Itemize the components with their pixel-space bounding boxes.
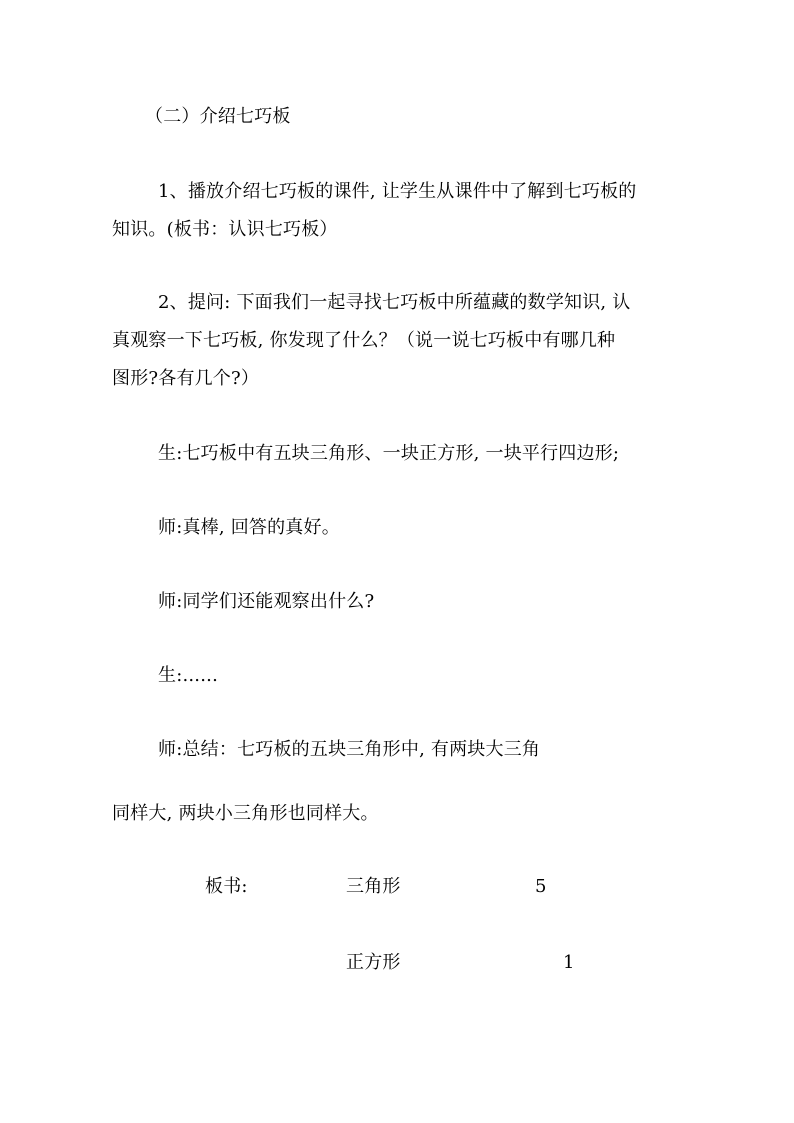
dialog-line: 生:七巧板中有五块三角形、一块正方形, 一块平行四边形;: [158, 443, 620, 464]
summary-continuation: 同样大, 两块小三角形也同样大。: [112, 803, 379, 824]
section-title: （二）介绍七巧板: [145, 106, 291, 127]
board-shape: 三角形: [346, 876, 401, 897]
dialog-line: 师:同学们还能观察出什么?: [158, 591, 375, 612]
board-shape: 正方形: [346, 952, 401, 973]
item2-line3: 图形?各有几个?）: [112, 368, 260, 389]
board-label: 板书:: [205, 876, 248, 897]
item2-line1: 2、提问: 下面我们一起寻找七巧板中所蕴藏的数学知识, 认: [158, 292, 631, 313]
item2-line2: 真观察一下七巧板, 你发现了什么？（说一说七巧板中有哪几种: [112, 330, 616, 351]
dialog-line: 师:总结：七巧板的五块三角形中, 有两块大三角: [158, 739, 541, 760]
board-count: 5: [535, 876, 547, 897]
dialog-line: 师:真棒, 回答的真好。: [158, 517, 340, 538]
item1-line2: 知识。(板书：认识七巧板）: [112, 219, 338, 240]
board-count: 1: [563, 952, 575, 973]
dialog-line: 生:......: [158, 665, 218, 686]
item1-line1: 1、播放介绍七巧板的课件, 让学生从课件中了解到七巧板的: [158, 181, 637, 202]
